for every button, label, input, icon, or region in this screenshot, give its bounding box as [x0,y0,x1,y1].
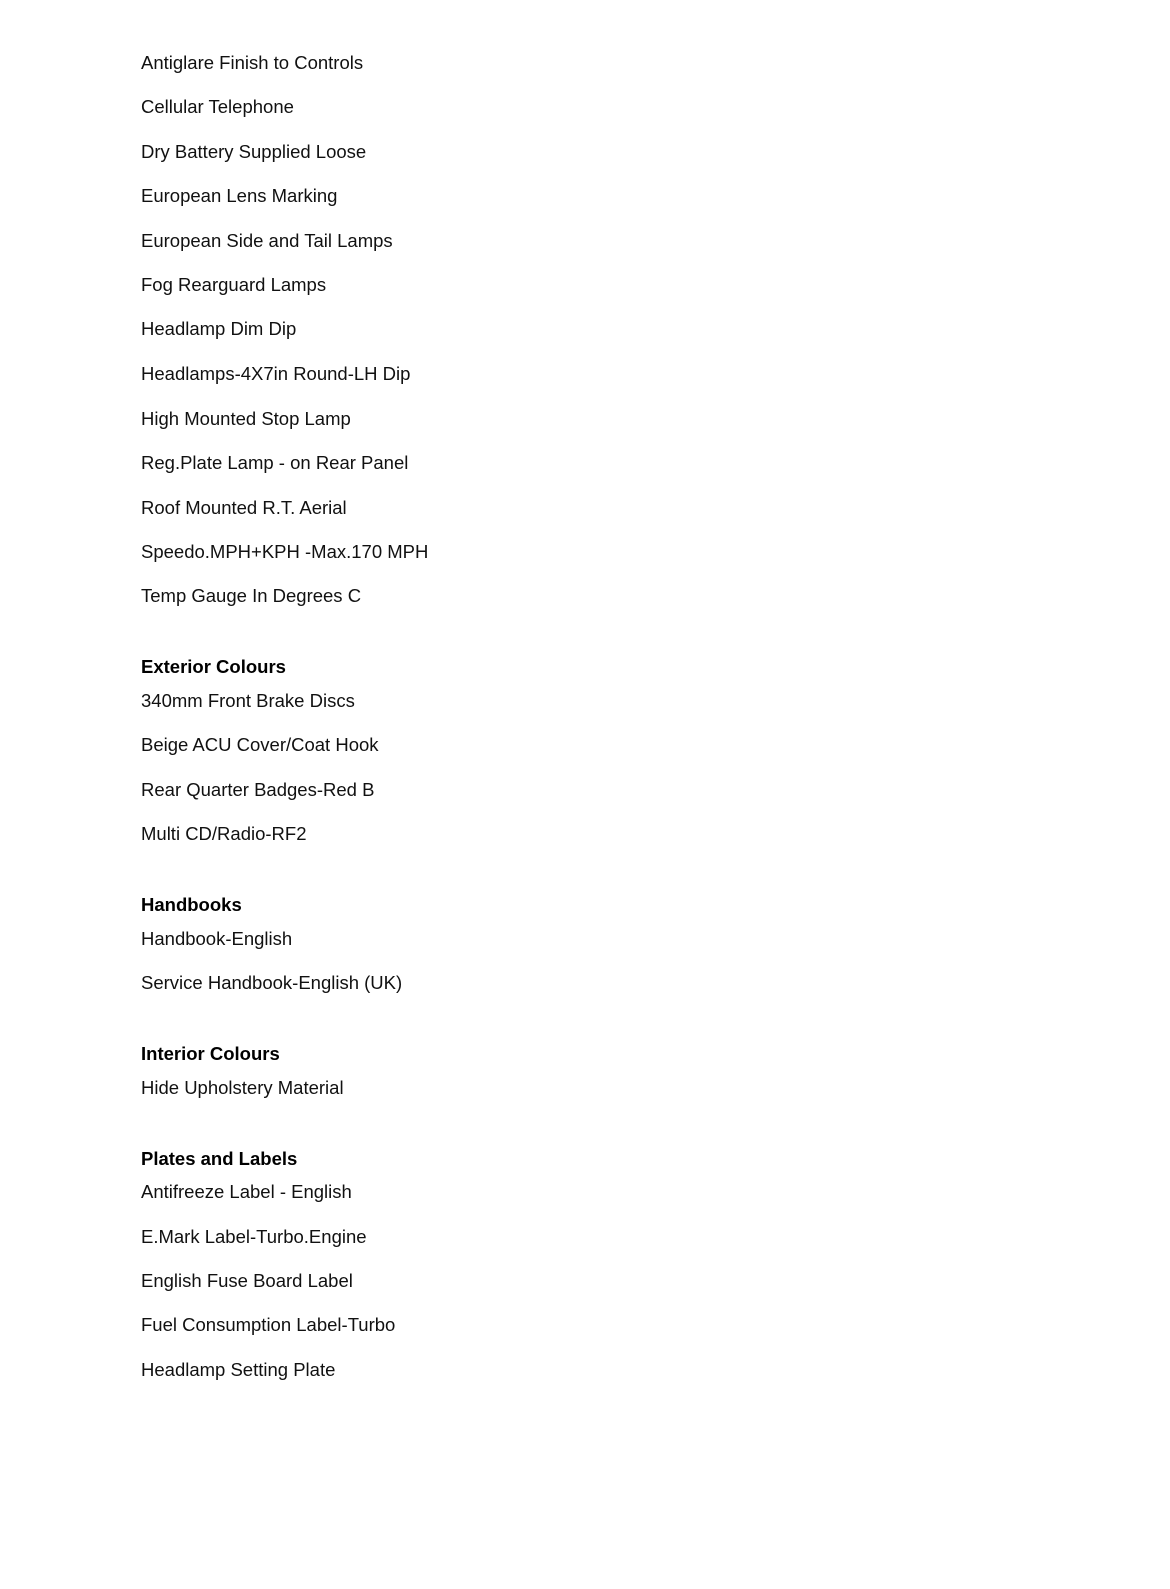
list-item: Dry Battery Supplied Loose [141,141,367,162]
list-item: E.Mark Label-Turbo.Engine [141,1226,367,1247]
list-item: 340mm Front Brake Discs [141,690,355,711]
list-item: English Fuse Board Label [141,1270,353,1291]
list-item: European Side and Tail Lamps [141,230,393,251]
section-heading-handbooks: Handbooks [141,894,242,915]
list-item: Hide Upholstery Material [141,1077,344,1098]
list-item: Fog Rearguard Lamps [141,274,327,295]
list-item: Roof Mounted R.T. Aerial [141,497,347,518]
list-item: Headlamp Setting Plate [141,1359,336,1380]
list-item: Antifreeze Label - English [141,1181,352,1202]
list-item: Headlamps-4X7in Round-LH Dip [141,363,411,384]
list-item: Antiglare Finish to Controls [141,52,364,73]
list-item: Beige ACU Cover/Coat Hook [141,734,379,755]
section-heading-plates-and-labels: Plates and Labels [141,1148,298,1169]
list-item: Fuel Consumption Label-Turbo [141,1314,396,1335]
list-item: Handbook-English [141,928,293,949]
list-item: Reg.Plate Lamp - on Rear Panel [141,452,409,473]
list-item: European Lens Marking [141,185,338,206]
list-item: Speedo.MPH+KPH -Max.170 MPH [141,541,429,562]
list-item: High Mounted Stop Lamp [141,408,351,429]
list-item: Headlamp Dim Dip [141,318,297,339]
section-heading-interior-colours: Interior Colours [141,1043,280,1064]
list-item: Multi CD/Radio-RF2 [141,823,307,844]
section-heading-exterior-colours: Exterior Colours [141,656,286,677]
list-item: Temp Gauge In Degrees C [141,585,362,606]
list-item: Rear Quarter Badges-Red B [141,779,375,800]
list-item: Service Handbook-English (UK) [141,972,403,993]
list-item: Cellular Telephone [141,96,294,117]
